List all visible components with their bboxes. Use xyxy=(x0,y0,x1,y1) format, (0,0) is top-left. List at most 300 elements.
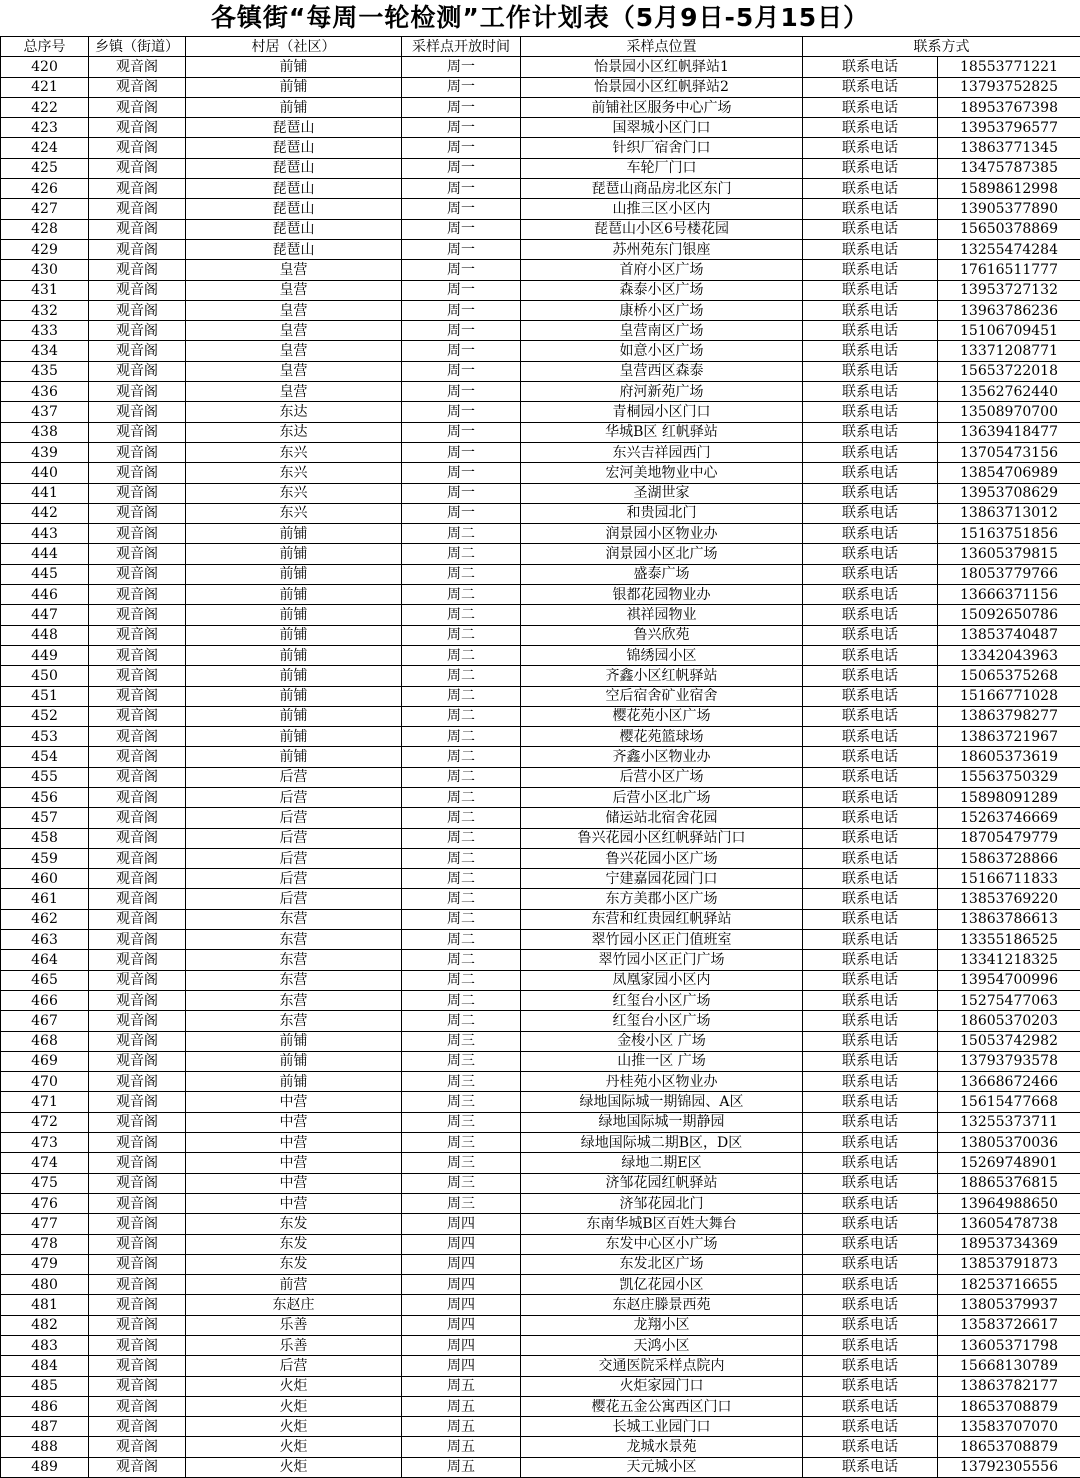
table-row xyxy=(1,808,1080,828)
cell-phone: 15166711833 xyxy=(938,869,1080,889)
cell-town: 观音阁 xyxy=(89,1457,186,1477)
cell-contact-label: 联系电话 xyxy=(803,1315,938,1335)
cell-phone: 13793793578 xyxy=(938,1051,1080,1071)
cell-phone: 15106709451 xyxy=(938,321,1080,341)
cell-location: 国翠城小区门口 xyxy=(521,118,803,138)
cell-contact-label: 联系电话 xyxy=(803,1153,938,1173)
cell-phone: 18605370203 xyxy=(938,1011,1080,1031)
cell-location: 怡景园小区红帆驿站1 xyxy=(521,57,803,77)
cell-open-time: 周四 xyxy=(402,1295,521,1315)
cell-open-time: 周一 xyxy=(402,361,521,381)
cell-seq: 439 xyxy=(1,442,89,462)
cell-seq: 458 xyxy=(1,828,89,848)
cell-location: 丹桂苑小区物业办 xyxy=(521,1072,803,1092)
cell-contact-label: 联系电话 xyxy=(803,361,938,381)
cell-contact-label: 联系电话 xyxy=(803,239,938,259)
cell-location: 琵琶山商品房北区东门 xyxy=(521,179,803,199)
cell-seq: 479 xyxy=(1,1254,89,1274)
cell-open-time: 周二 xyxy=(402,645,521,665)
cell-open-time: 周二 xyxy=(402,869,521,889)
cell-open-time: 周一 xyxy=(402,260,521,280)
cell-open-time: 周二 xyxy=(402,686,521,706)
cell-contact-label: 联系电话 xyxy=(803,970,938,990)
cell-seq: 455 xyxy=(1,767,89,787)
cell-seq: 467 xyxy=(1,1011,89,1031)
cell-town: 观音阁 xyxy=(89,808,186,828)
cell-open-time: 周四 xyxy=(402,1356,521,1376)
table-row xyxy=(1,1031,1080,1051)
cell-seq: 441 xyxy=(1,483,89,503)
cell-open-time: 周三 xyxy=(402,1051,521,1071)
cell-contact-label: 联系电话 xyxy=(803,1457,938,1477)
cell-town: 观音阁 xyxy=(89,1315,186,1335)
cell-phone: 18953734369 xyxy=(938,1234,1080,1254)
cell-town: 观音阁 xyxy=(89,1254,186,1274)
cell-seq: 463 xyxy=(1,930,89,950)
cell-phone: 13805370036 xyxy=(938,1133,1080,1153)
cell-contact-label: 联系电话 xyxy=(803,767,938,787)
cell-seq: 459 xyxy=(1,848,89,868)
cell-open-time: 周二 xyxy=(402,909,521,929)
cell-location: 润景园小区物业办 xyxy=(521,524,803,544)
cell-phone: 15053742982 xyxy=(938,1031,1080,1051)
cell-phone: 18053779766 xyxy=(938,564,1080,584)
cell-village: 东达 xyxy=(186,402,402,422)
cell-contact-label: 联系电话 xyxy=(803,1437,938,1457)
table-row xyxy=(1,706,1080,726)
cell-phone: 18865376815 xyxy=(938,1173,1080,1193)
cell-open-time: 周二 xyxy=(402,727,521,747)
table-row xyxy=(1,361,1080,381)
cell-location: 怡景园小区红帆驿站2 xyxy=(521,77,803,97)
cell-town: 观音阁 xyxy=(89,686,186,706)
header-open-time: 采样点开放时间 xyxy=(402,37,521,57)
cell-phone: 18605373619 xyxy=(938,747,1080,767)
cell-contact-label: 联系电话 xyxy=(803,118,938,138)
cell-open-time: 周二 xyxy=(402,585,521,605)
cell-open-time: 周一 xyxy=(402,280,521,300)
cell-town: 观音阁 xyxy=(89,503,186,523)
cell-seq: 464 xyxy=(1,950,89,970)
cell-contact-label: 联系电话 xyxy=(803,1112,938,1132)
cell-seq: 488 xyxy=(1,1437,89,1457)
cell-village: 皇营 xyxy=(186,382,402,402)
cell-town: 观音阁 xyxy=(89,930,186,950)
cell-phone: 15898091289 xyxy=(938,787,1080,807)
cell-contact-label: 联系电话 xyxy=(803,1011,938,1031)
cell-phone: 15615477668 xyxy=(938,1092,1080,1112)
cell-contact-label: 联系电话 xyxy=(803,727,938,747)
cell-contact-label: 联系电话 xyxy=(803,1173,938,1193)
cell-seq: 451 xyxy=(1,686,89,706)
cell-open-time: 周一 xyxy=(402,300,521,320)
cell-town: 观音阁 xyxy=(89,463,186,483)
cell-town: 观音阁 xyxy=(89,990,186,1010)
table-row xyxy=(1,666,1080,686)
cell-village: 琵琶山 xyxy=(186,239,402,259)
table-row xyxy=(1,747,1080,767)
cell-seq: 420 xyxy=(1,57,89,77)
cell-location: 东南华城B区百姓大舞台 xyxy=(521,1214,803,1234)
cell-phone: 15092650786 xyxy=(938,605,1080,625)
cell-village: 皇营 xyxy=(186,280,402,300)
cell-seq: 478 xyxy=(1,1234,89,1254)
cell-seq: 432 xyxy=(1,300,89,320)
table-row xyxy=(1,1011,1080,1031)
cell-location: 东营和红贵园红帆驿站 xyxy=(521,909,803,929)
cell-location: 后营小区广场 xyxy=(521,767,803,787)
cell-town: 观音阁 xyxy=(89,666,186,686)
cell-contact-label: 联系电话 xyxy=(803,179,938,199)
cell-contact-label: 联系电话 xyxy=(803,990,938,1010)
cell-town: 观音阁 xyxy=(89,1051,186,1071)
cell-open-time: 周二 xyxy=(402,605,521,625)
cell-contact-label: 联系电话 xyxy=(803,848,938,868)
cell-location: 前铺社区服务中心广场 xyxy=(521,97,803,117)
table-row xyxy=(1,1315,1080,1335)
cell-town: 观音阁 xyxy=(89,1112,186,1132)
cell-open-time: 周三 xyxy=(402,1072,521,1092)
cell-phone: 13863771345 xyxy=(938,138,1080,158)
cell-phone: 17616511777 xyxy=(938,260,1080,280)
table-row xyxy=(1,544,1080,564)
cell-village: 前铺 xyxy=(186,666,402,686)
cell-village: 琵琶山 xyxy=(186,219,402,239)
cell-village: 前铺 xyxy=(186,1072,402,1092)
cell-phone: 13954700996 xyxy=(938,970,1080,990)
cell-open-time: 周二 xyxy=(402,787,521,807)
cell-phone: 15269748901 xyxy=(938,1153,1080,1173)
table-row xyxy=(1,1173,1080,1193)
cell-phone: 18705479779 xyxy=(938,828,1080,848)
cell-open-time: 周二 xyxy=(402,990,521,1010)
cell-town: 观音阁 xyxy=(89,828,186,848)
cell-village: 琵琶山 xyxy=(186,199,402,219)
cell-seq: 450 xyxy=(1,666,89,686)
cell-open-time: 周一 xyxy=(402,463,521,483)
cell-village: 东兴 xyxy=(186,463,402,483)
cell-town: 观音阁 xyxy=(89,1011,186,1031)
cell-location: 东发北区广场 xyxy=(521,1254,803,1274)
cell-location: 翠竹园小区正门值班室 xyxy=(521,930,803,950)
cell-seq: 486 xyxy=(1,1396,89,1416)
cell-town: 观音阁 xyxy=(89,747,186,767)
cell-seq: 434 xyxy=(1,341,89,361)
cell-town: 观音阁 xyxy=(89,1234,186,1254)
cell-phone: 13668672466 xyxy=(938,1072,1080,1092)
cell-location: 盛泰广场 xyxy=(521,564,803,584)
cell-town: 观音阁 xyxy=(89,1376,186,1396)
cell-contact-label: 联系电话 xyxy=(803,1072,938,1092)
cell-open-time: 周一 xyxy=(402,77,521,97)
cell-village: 前铺 xyxy=(186,605,402,625)
cell-phone: 15065375268 xyxy=(938,666,1080,686)
cell-location: 凤凰家园小区内 xyxy=(521,970,803,990)
cell-contact-label: 联系电话 xyxy=(803,483,938,503)
cell-open-time: 周三 xyxy=(402,1153,521,1173)
cell-town: 观音阁 xyxy=(89,625,186,645)
cell-town: 观音阁 xyxy=(89,1336,186,1356)
table-row xyxy=(1,787,1080,807)
cell-town: 观音阁 xyxy=(89,402,186,422)
cell-seq: 460 xyxy=(1,869,89,889)
cell-village: 前铺 xyxy=(186,544,402,564)
cell-seq: 468 xyxy=(1,1031,89,1051)
cell-town: 观音阁 xyxy=(89,1072,186,1092)
cell-town: 观音阁 xyxy=(89,1417,186,1437)
cell-contact-label: 联系电话 xyxy=(803,930,938,950)
cell-village: 前铺 xyxy=(186,727,402,747)
cell-village: 东发 xyxy=(186,1214,402,1234)
table-row xyxy=(1,402,1080,422)
header-location: 采样点位置 xyxy=(521,37,803,57)
cell-town: 观音阁 xyxy=(89,321,186,341)
cell-open-time: 周一 xyxy=(402,118,521,138)
cell-location: 绿地二期E区 xyxy=(521,1153,803,1173)
cell-phone: 13853740487 xyxy=(938,625,1080,645)
cell-village: 前铺 xyxy=(186,524,402,544)
cell-phone: 13342043963 xyxy=(938,645,1080,665)
cell-contact-label: 联系电话 xyxy=(803,442,938,462)
cell-location: 银都花园物业办 xyxy=(521,585,803,605)
table-row xyxy=(1,321,1080,341)
cell-location: 济邹花园红帆驿站 xyxy=(521,1173,803,1193)
cell-phone: 13953727132 xyxy=(938,280,1080,300)
cell-location: 龙城水景苑 xyxy=(521,1437,803,1457)
cell-open-time: 周一 xyxy=(402,341,521,361)
cell-town: 观音阁 xyxy=(89,1133,186,1153)
cell-seq: 435 xyxy=(1,361,89,381)
table-row xyxy=(1,239,1080,259)
cell-phone: 15166771028 xyxy=(938,686,1080,706)
table-row xyxy=(1,1417,1080,1437)
cell-town: 观音阁 xyxy=(89,605,186,625)
cell-town: 观音阁 xyxy=(89,645,186,665)
cell-seq: 477 xyxy=(1,1214,89,1234)
cell-town: 观音阁 xyxy=(89,1031,186,1051)
cell-open-time: 周一 xyxy=(402,503,521,523)
cell-seq: 487 xyxy=(1,1417,89,1437)
cell-location: 东方美郡小区广场 xyxy=(521,889,803,909)
cell-location: 东兴吉祥园西门 xyxy=(521,442,803,462)
table-row xyxy=(1,970,1080,990)
cell-town: 观音阁 xyxy=(89,1295,186,1315)
cell-location: 宁建嘉园花园门口 xyxy=(521,869,803,889)
cell-open-time: 周三 xyxy=(402,1173,521,1193)
cell-town: 观音阁 xyxy=(89,1214,186,1234)
cell-phone: 13863798277 xyxy=(938,706,1080,726)
cell-village: 东兴 xyxy=(186,503,402,523)
table-row xyxy=(1,179,1080,199)
cell-contact-label: 联系电话 xyxy=(803,321,938,341)
cell-village: 火炬 xyxy=(186,1457,402,1477)
cell-seq: 424 xyxy=(1,138,89,158)
cell-open-time: 周二 xyxy=(402,564,521,584)
cell-seq: 462 xyxy=(1,909,89,929)
cell-contact-label: 联系电话 xyxy=(803,219,938,239)
cell-seq: 489 xyxy=(1,1457,89,1477)
cell-contact-label: 联系电话 xyxy=(803,889,938,909)
table-row xyxy=(1,1133,1080,1153)
cell-contact-label: 联系电话 xyxy=(803,199,938,219)
cell-town: 观音阁 xyxy=(89,179,186,199)
cell-seq: 423 xyxy=(1,118,89,138)
cell-open-time: 周二 xyxy=(402,950,521,970)
cell-phone: 15653722018 xyxy=(938,361,1080,381)
cell-seq: 437 xyxy=(1,402,89,422)
cell-seq: 445 xyxy=(1,564,89,584)
cell-phone: 15263746669 xyxy=(938,808,1080,828)
table-row xyxy=(1,1112,1080,1132)
cell-town: 观音阁 xyxy=(89,767,186,787)
cell-location: 后营小区北广场 xyxy=(521,787,803,807)
cell-phone: 13583726617 xyxy=(938,1315,1080,1335)
cell-location: 东发中心区小广场 xyxy=(521,1234,803,1254)
cell-village: 东营 xyxy=(186,930,402,950)
cell-location: 樱花五金公寓西区门口 xyxy=(521,1396,803,1416)
cell-phone: 18653708879 xyxy=(938,1396,1080,1416)
cell-village: 中营 xyxy=(186,1133,402,1153)
cell-seq: 421 xyxy=(1,77,89,97)
table-row xyxy=(1,1275,1080,1295)
cell-location: 祺祥园物业 xyxy=(521,605,803,625)
cell-contact-label: 联系电话 xyxy=(803,1234,938,1254)
table-row xyxy=(1,990,1080,1010)
cell-village: 琵琶山 xyxy=(186,138,402,158)
cell-village: 后营 xyxy=(186,808,402,828)
table-row xyxy=(1,1092,1080,1112)
table-row xyxy=(1,1396,1080,1416)
cell-contact-label: 联系电话 xyxy=(803,585,938,605)
cell-open-time: 周一 xyxy=(402,483,521,503)
cell-village: 东发 xyxy=(186,1234,402,1254)
cell-town: 观音阁 xyxy=(89,361,186,381)
cell-contact-label: 联系电话 xyxy=(803,138,938,158)
cell-town: 观音阁 xyxy=(89,57,186,77)
cell-contact-label: 联系电话 xyxy=(803,645,938,665)
cell-seq: 443 xyxy=(1,524,89,544)
table-row xyxy=(1,1214,1080,1234)
cell-location: 齐鑫小区物业办 xyxy=(521,747,803,767)
cell-open-time: 周五 xyxy=(402,1376,521,1396)
cell-seq: 430 xyxy=(1,260,89,280)
cell-open-time: 周二 xyxy=(402,747,521,767)
cell-contact-label: 联系电话 xyxy=(803,1051,938,1071)
cell-contact-label: 联系电话 xyxy=(803,97,938,117)
cell-seq: 425 xyxy=(1,158,89,178)
cell-seq: 449 xyxy=(1,645,89,665)
cell-village: 东营 xyxy=(186,970,402,990)
cell-phone: 18553771221 xyxy=(938,57,1080,77)
table-row xyxy=(1,1437,1080,1457)
cell-contact-label: 联系电话 xyxy=(803,808,938,828)
cell-village: 火炬 xyxy=(186,1376,402,1396)
cell-open-time: 周五 xyxy=(402,1437,521,1457)
cell-contact-label: 联系电话 xyxy=(803,1275,938,1295)
table-row xyxy=(1,686,1080,706)
cell-phone: 13964988650 xyxy=(938,1193,1080,1213)
cell-open-time: 周二 xyxy=(402,1011,521,1031)
cell-town: 观音阁 xyxy=(89,544,186,564)
cell-phone: 13666371156 xyxy=(938,585,1080,605)
table-row xyxy=(1,219,1080,239)
cell-phone: 13605478738 xyxy=(938,1214,1080,1234)
table-row xyxy=(1,341,1080,361)
cell-phone: 18253716655 xyxy=(938,1275,1080,1295)
cell-seq: 471 xyxy=(1,1092,89,1112)
table-row xyxy=(1,503,1080,523)
cell-town: 观音阁 xyxy=(89,727,186,747)
cell-location: 红玺台小区广场 xyxy=(521,990,803,1010)
cell-village: 前铺 xyxy=(186,564,402,584)
cell-village: 后营 xyxy=(186,889,402,909)
cell-location: 樱花苑篮球场 xyxy=(521,727,803,747)
table-row xyxy=(1,463,1080,483)
cell-open-time: 周二 xyxy=(402,930,521,950)
cell-seq: 470 xyxy=(1,1072,89,1092)
cell-open-time: 周一 xyxy=(402,382,521,402)
table-row xyxy=(1,1336,1080,1356)
cell-location: 鲁兴花园小区广场 xyxy=(521,848,803,868)
table-row xyxy=(1,1295,1080,1315)
cell-open-time: 周三 xyxy=(402,1092,521,1112)
table-row xyxy=(1,1072,1080,1092)
cell-location: 天元城小区 xyxy=(521,1457,803,1477)
cell-phone: 13255474284 xyxy=(938,239,1080,259)
cell-contact-label: 联系电话 xyxy=(803,1417,938,1437)
cell-village: 东兴 xyxy=(186,442,402,462)
cell-open-time: 周一 xyxy=(402,442,521,462)
cell-phone: 15898612998 xyxy=(938,179,1080,199)
cell-phone: 13863782177 xyxy=(938,1376,1080,1396)
table-row xyxy=(1,300,1080,320)
cell-location: 华城B区 红帆驿站 xyxy=(521,422,803,442)
cell-location: 火炬家园门口 xyxy=(521,1376,803,1396)
cell-seq: 474 xyxy=(1,1153,89,1173)
table-row xyxy=(1,483,1080,503)
cell-seq: 427 xyxy=(1,199,89,219)
table-row xyxy=(1,1051,1080,1071)
cell-village: 前铺 xyxy=(186,57,402,77)
table-row xyxy=(1,585,1080,605)
cell-phone: 15163751856 xyxy=(938,524,1080,544)
cell-village: 皇营 xyxy=(186,260,402,280)
cell-seq: 461 xyxy=(1,889,89,909)
cell-village: 东赵庄 xyxy=(186,1295,402,1315)
cell-seq: 446 xyxy=(1,585,89,605)
cell-village: 中营 xyxy=(186,1153,402,1173)
cell-town: 观音阁 xyxy=(89,341,186,361)
table-row xyxy=(1,1376,1080,1396)
cell-town: 观音阁 xyxy=(89,706,186,726)
cell-phone: 13805379937 xyxy=(938,1295,1080,1315)
cell-village: 前铺 xyxy=(186,625,402,645)
cell-phone: 13355186525 xyxy=(938,930,1080,950)
cell-town: 观音阁 xyxy=(89,585,186,605)
cell-open-time: 周五 xyxy=(402,1457,521,1477)
cell-town: 观音阁 xyxy=(89,260,186,280)
cell-open-time: 周一 xyxy=(402,138,521,158)
cell-town: 观音阁 xyxy=(89,1193,186,1213)
cell-phone: 13508970700 xyxy=(938,402,1080,422)
cell-contact-label: 联系电话 xyxy=(803,402,938,422)
cell-phone: 18653708879 xyxy=(938,1437,1080,1457)
cell-phone: 13863721967 xyxy=(938,727,1080,747)
header-contact: 联系方式 xyxy=(803,37,1080,57)
cell-phone: 13605379815 xyxy=(938,544,1080,564)
cell-village: 乐善 xyxy=(186,1336,402,1356)
cell-open-time: 周一 xyxy=(402,422,521,442)
